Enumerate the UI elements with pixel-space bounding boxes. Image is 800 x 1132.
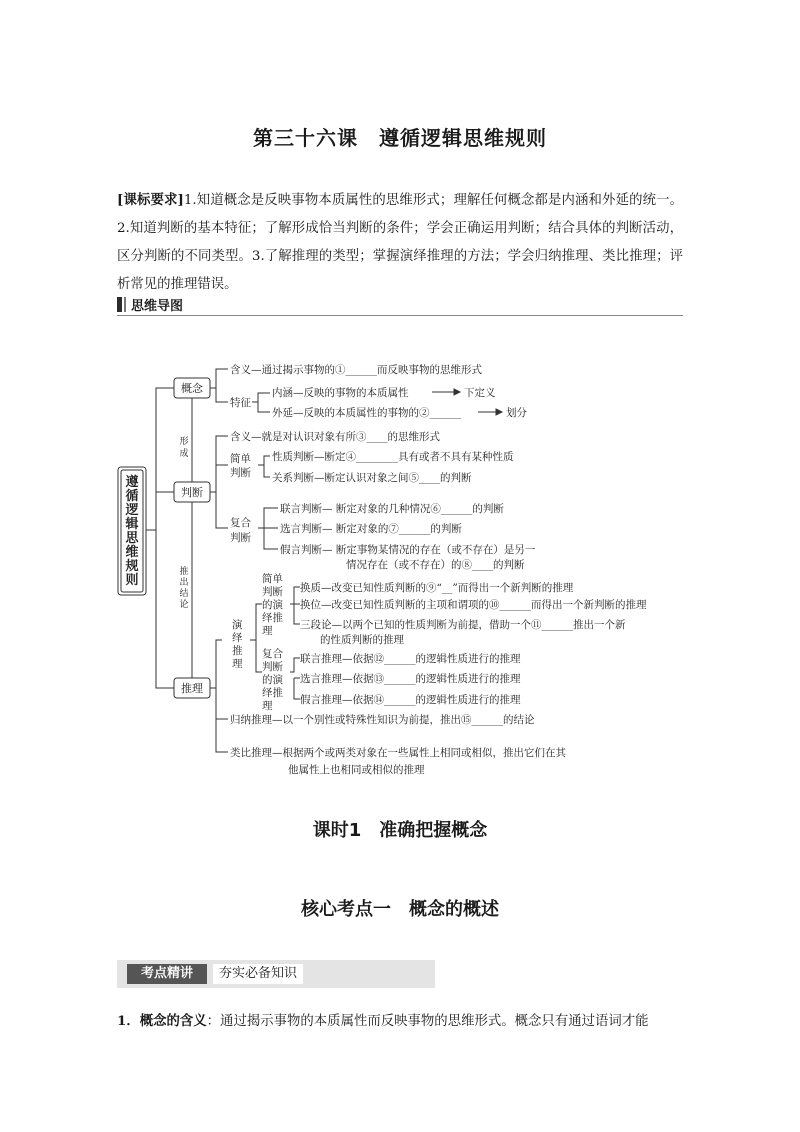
inductive-reasoning: 归纳推理—以一个别性或特殊性知识为前提，推出⑮______的结论 bbox=[230, 714, 535, 726]
compound-judgment-lines bbox=[258, 508, 278, 549]
root-char: 则 bbox=[125, 573, 139, 588]
section-sublabel: 夯实必备知识 bbox=[213, 964, 303, 984]
link-derive-char: 论 bbox=[179, 600, 189, 610]
compound-judgment-item: 情况存在（或不存在）的⑧____的判断 bbox=[346, 559, 525, 571]
simple-deduction-label: 简单 bbox=[262, 573, 283, 585]
judgment-branch-lines bbox=[210, 436, 228, 528]
concept-intension-result: 下定义 bbox=[464, 387, 496, 399]
section-label: 考点精讲 bbox=[127, 964, 207, 984]
simple-deduction-item: 的性质判断的推理 bbox=[320, 634, 404, 646]
simple-judgment-item: 关系判断—断定认识对象之间⑤____的判断 bbox=[272, 472, 472, 484]
root-char: 辑 bbox=[125, 517, 139, 532]
concept-extension-result: 划分 bbox=[506, 407, 527, 419]
compound-judgment-item: 假言判断— 断定事物某情况的存在（或不存在）是另一 bbox=[280, 544, 536, 556]
simple-deduction-lines bbox=[290, 587, 300, 624]
compound-deduction-label: 理 bbox=[262, 700, 273, 712]
root-char: 维 bbox=[125, 545, 139, 560]
core-title: 核心考点一 概念的概述 bbox=[301, 899, 499, 920]
concept-feature-label: 特征 bbox=[230, 397, 251, 409]
judgment-definition: 含义—就是对认识对象有所③____的思维形式 bbox=[230, 431, 440, 443]
simple-deduction-item: 换质—改变已知性质判断的⑨“__”而得出一个新判断的推理 bbox=[300, 582, 574, 594]
deductive-label: 演 bbox=[232, 619, 243, 631]
simple-deduction-label: 绎推 bbox=[262, 612, 283, 624]
compound-deduction-item: 假言推理—依据⑭______的逻辑性质进行的推理 bbox=[300, 694, 521, 706]
simple-judgment-label: 判断 bbox=[230, 467, 251, 479]
section-bar bbox=[117, 960, 435, 988]
link-derive-char: 出 bbox=[179, 578, 189, 588]
compound-judgment-item: 联言判断— 断定对象的几种情况⑥______的判断 bbox=[280, 503, 504, 515]
simple-deduction-label: 判断 bbox=[262, 586, 283, 598]
link-form-char: 成 bbox=[179, 449, 189, 459]
deductive-label: 绎 bbox=[232, 632, 243, 644]
root-char: 规 bbox=[125, 559, 139, 574]
reasoning-branch-lines bbox=[210, 640, 228, 752]
analogical-reasoning-cont: 他属性上也相同或相似的推理 bbox=[288, 764, 425, 776]
compound-deduction-label: 复合 bbox=[262, 648, 283, 660]
concept-branch-lines bbox=[210, 369, 228, 402]
compound-judgment-item: 选言判断— 断定对象的⑦______的判断 bbox=[280, 523, 462, 535]
deductive-label: 理 bbox=[232, 658, 243, 670]
simple-deduction-label: 的演 bbox=[262, 599, 283, 611]
simple-deduction-item: 三段论—以两个已知的性质判断为前提，借助一个⑪______推出一个新 bbox=[300, 619, 626, 631]
feature-branch-lines bbox=[252, 393, 270, 412]
concept-intension: 内涵—反映的事物的本质属性 bbox=[272, 387, 409, 399]
compound-judgment-label: 判断 bbox=[230, 532, 251, 544]
compound-judgment-label: 复合 bbox=[230, 517, 251, 529]
concept-extension: 外延—反映的本质属性的事物的②______ bbox=[272, 407, 461, 419]
link-derive-char: 结 bbox=[179, 589, 189, 599]
compound-deduction-lines bbox=[290, 658, 300, 699]
concept-paragraph bbox=[117, 1007, 683, 1036]
concept-definition: 含义—通过揭示事物的①______而反映事物的思维形式 bbox=[230, 364, 482, 376]
root-char: 遵 bbox=[125, 475, 139, 490]
trunk-lines bbox=[146, 388, 174, 688]
simple-judgment-label: 简单 bbox=[230, 453, 251, 465]
simple-judgment-lines bbox=[258, 456, 270, 477]
judgment-label: 判断 bbox=[181, 486, 203, 499]
mindmap-heading-label: 思维导图 bbox=[131, 299, 184, 314]
root-char: 逻 bbox=[125, 503, 139, 518]
compound-deduction-label: 判断 bbox=[262, 661, 283, 673]
concept-label: 概念 bbox=[181, 382, 203, 395]
concept-para-text: ：通过揭示事物的本质属性而反映事物的思维形式。概念只有通过语词才能 bbox=[206, 1014, 649, 1029]
deductive-label: 推 bbox=[232, 645, 243, 657]
root-text bbox=[124, 474, 139, 588]
simple-deduction-label: 理 bbox=[262, 625, 273, 637]
lesson-title: 第三十六课 遵循逻辑思维规则 bbox=[253, 126, 547, 150]
deduction-branch-lines bbox=[250, 604, 262, 672]
requirements-tag: [课标要求] bbox=[117, 192, 184, 208]
concept-para-lead: 1．概念的含义 bbox=[117, 1013, 207, 1029]
root-char: 思 bbox=[125, 531, 139, 546]
requirements-text: 1.知道概念是反映事物本质属性的思维形式；理解任何概念都是内涵和外延的统一。2.知道判断的基本特征；了解形成恰当判断的条件；学会正确运用判断；结合具体的判断活动，区分判断的不同类型。3.了解推理的类型；掌握演绎推理的方法；学会归纳推理、类比推理；评析常见的推理错误。 bbox=[117, 193, 684, 292]
compound-deduction-label: 的演 bbox=[262, 674, 283, 686]
analogical-reasoning: 类比推理—根据两个或两类对象在一些属性上相同或相似，推出它们在其 bbox=[230, 747, 566, 759]
link-derive-char: 推 bbox=[179, 567, 189, 577]
compound-deduction-item: 选言推理—依据⑬______的逻辑性质进行的推理 bbox=[300, 673, 521, 685]
compound-deduction-item: 联言推理—依据⑫______的逻辑性质进行的推理 bbox=[300, 653, 521, 665]
period-title: 课时1 准确把握概念 bbox=[312, 820, 488, 841]
compound-deduction-label: 绎推 bbox=[262, 687, 283, 699]
simple-judgment-item: 性质判断—断定④________具有或者不具有某种性质 bbox=[272, 451, 514, 463]
link-form-char: 形 bbox=[179, 437, 189, 447]
root-char: 循 bbox=[125, 489, 139, 504]
simple-deduction-item: 换位—改变已知性质判断的主项和谓项的⑩______而得出一个新判断的推理 bbox=[300, 599, 647, 611]
reasoning-label: 推理 bbox=[181, 682, 203, 695]
